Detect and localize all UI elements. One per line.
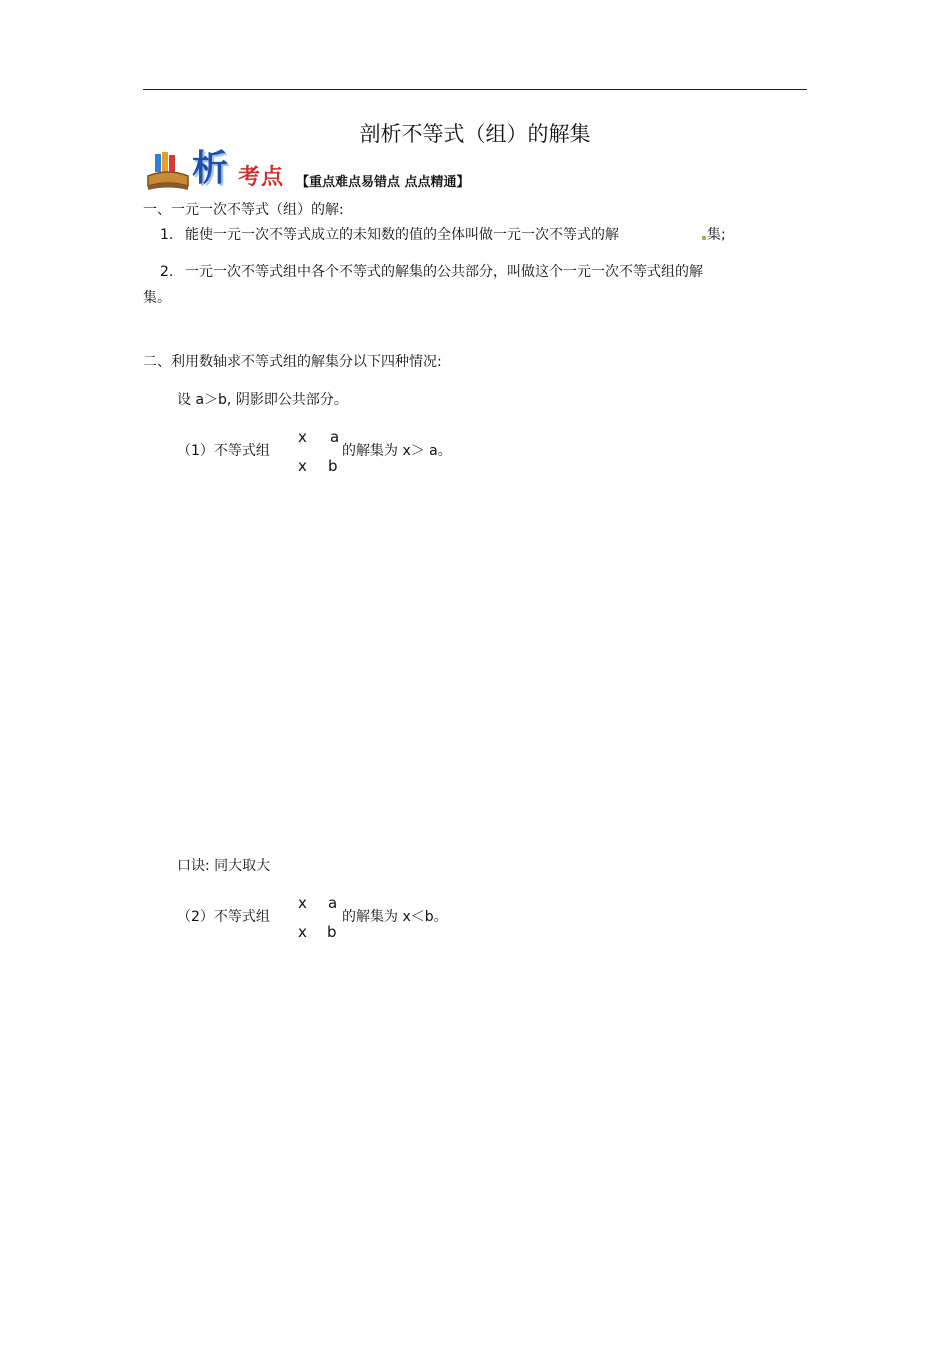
item2-number: 2. <box>160 264 174 280</box>
case2-label: （2）不等式组 <box>177 909 270 925</box>
kaodian-banner <box>146 146 506 194</box>
marker-dot <box>702 236 706 240</box>
case1-label: （1）不等式组 <box>177 443 270 459</box>
mnemonic-text: 口诀: 同大取大 <box>177 858 271 874</box>
case1-row2-b: b <box>328 457 338 475</box>
case2-row1-x: x <box>298 894 307 912</box>
case1-row2-x: x <box>298 457 307 475</box>
section2-heading: 二、利用数轴求不等式组的解集分以下四种情况: <box>143 354 442 370</box>
case2-row2-b: b <box>327 923 337 941</box>
case2-result: 的解集为 x＜b。 <box>342 909 448 925</box>
analysis-char: 析 <box>192 147 229 189</box>
case1-result: 的解集为 x＞ a。 <box>342 443 452 459</box>
case2-row1-a: a <box>328 894 338 912</box>
case1-row1-a: a <box>330 428 340 446</box>
book-icon <box>146 152 190 192</box>
header-rule <box>143 89 807 90</box>
kaodian-label: 考点 <box>238 164 285 190</box>
banner-tagline: 【重点难点易错点 点点精通】 <box>296 175 470 190</box>
assumption-text: 设 a＞b, 阴影即公共部分。 <box>177 392 348 408</box>
page-title: 剖析不等式（组）的解集 <box>359 122 591 146</box>
section1-heading: 一、一元一次不等式（组）的解: <box>143 202 344 218</box>
item1-number: 1. <box>160 227 174 243</box>
item2-continuation: 集。 <box>143 290 171 306</box>
case1-row1-x: x <box>298 428 307 446</box>
item2-text: 一元一次不等式组中各个不等式的解集的公共部分，叫做这个一元一次不等式组的解 <box>185 264 703 280</box>
item1-text: 能使一元一次不等式成立的未知数的值的全体叫做一元一次不等式的解 <box>185 227 619 243</box>
case2-row2-x: x <box>298 923 307 941</box>
item1-tail: 集; <box>707 227 726 243</box>
